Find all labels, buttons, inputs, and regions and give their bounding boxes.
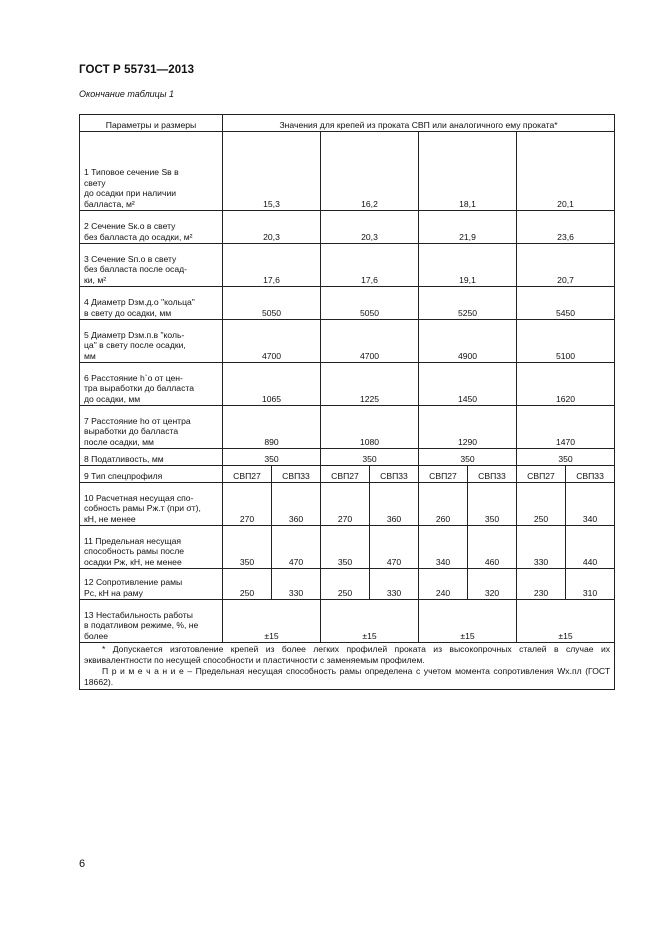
parameter-label [80, 526, 223, 569]
parameter-label-line: 7 Расстояние hо от центра [84, 415, 191, 426]
value-cell: 1065 [223, 363, 321, 406]
table-row [80, 320, 615, 363]
parameter-label [80, 132, 223, 211]
parameter-label-line: до осадки, мм [84, 393, 141, 404]
parameter-label-line: в свету до осадки, мм [84, 307, 172, 318]
profile-type-cell: СВП27 [517, 466, 566, 483]
value-cell: 20,3 [321, 211, 419, 244]
value-cell: ±15 [321, 600, 419, 643]
parameter-label-line: 13 Нестабильность работы [84, 609, 193, 620]
value-cell: 440 [566, 526, 615, 569]
value-cell: ±15 [517, 600, 615, 643]
parameter-label [80, 483, 223, 526]
table-header-row [80, 115, 615, 132]
parameter-label-line: тра выработки до балласта [84, 383, 194, 393]
value-cell: 20,3 [223, 211, 321, 244]
value-cell: 320 [468, 569, 517, 600]
table-row [80, 526, 615, 569]
parameter-label-line: 12 Сопротивление рамы [84, 577, 183, 587]
table-row [80, 211, 615, 244]
value-cell: 330 [272, 569, 321, 600]
parameter-label [80, 320, 223, 363]
profile-type-cell: СВП33 [468, 466, 517, 483]
parameter-label-line: Pс, кН на раму [84, 587, 143, 598]
parameter-label [80, 211, 223, 244]
parameter-label-line: более [84, 630, 109, 641]
parameter-label-line: 5 Диаметр Dзм.п.в "коль- [84, 329, 185, 340]
parameter-label-line: способность рамы после [84, 546, 185, 556]
parameter-label [80, 569, 223, 600]
value-cell: 470 [272, 526, 321, 569]
value-cell: 19,1 [419, 244, 517, 287]
value-cell: 360 [370, 483, 419, 526]
value-cell: 15,3 [223, 132, 321, 211]
value-cell: 350 [223, 526, 272, 569]
value-cell: 16,2 [321, 132, 419, 211]
parameter-label-line: до осадки при наличии [84, 188, 177, 198]
parameter-label-line: ки, м² [84, 274, 107, 285]
value-cell: 470 [370, 526, 419, 569]
value-cell: 360 [272, 483, 321, 526]
value-cell: 340 [566, 483, 615, 526]
profile-type-cell: СВП33 [370, 466, 419, 483]
value-cell: 270 [223, 483, 272, 526]
header-params: Параметры и размеры [80, 115, 223, 132]
value-cell: 460 [468, 526, 517, 569]
parameter-label-line: осадки Pж, кН, не менее [84, 556, 182, 567]
value-cell: 4700 [223, 320, 321, 363]
parameter-label-line: 2 Сечение Sк.о в свету [84, 221, 176, 231]
parameter-label [80, 287, 223, 320]
value-cell: 350 [321, 449, 419, 466]
parameter-label-line: свету [84, 177, 106, 188]
value-cell: 1080 [321, 406, 419, 449]
parameter-label-line: в податливом режиме, %, не [84, 620, 199, 630]
parameter-label-line: 1 Типовое сечение Sв в [84, 167, 179, 177]
parameter-label-line: 3 Сечение Sп.о в свету [84, 253, 177, 264]
parameter-label-line: 4 Диаметр Dзм.д.о "кольца" [84, 297, 195, 307]
footnote-cell [80, 643, 615, 690]
note-text: П р и м е ч а н и е – Предельная несущая способность рамы определена с учетом момента сопротивления Wх.пл (ГОСТ 18662). [84, 666, 611, 687]
table-row [80, 287, 615, 320]
value-cell: 21,9 [419, 211, 517, 244]
footnote-text: * Допускается изготовление крепей из более легких профилей проката из высокопрочных сталей в случае их эквивалентности по несущей способности и пластичности с заменяемым профилем. [84, 644, 611, 665]
table-row [80, 244, 615, 287]
value-cell: 330 [517, 526, 566, 569]
parameter-label-line: 8 Податливость, мм [84, 453, 164, 464]
value-cell: 5250 [419, 287, 517, 320]
parameter-label-line: собность рамы Pж.т (при σт), [84, 503, 201, 513]
value-cell: 350 [468, 483, 517, 526]
value-cell: 350 [223, 449, 321, 466]
page-number: 6 [79, 858, 86, 870]
table-row [80, 483, 615, 526]
value-cell: 330 [370, 569, 419, 600]
value-cell: 23,6 [517, 211, 615, 244]
parameter-label-line: 10 Расчетная несущая спо- [84, 492, 194, 503]
profile-type-cell: СВП27 [321, 466, 370, 483]
value-cell: 17,6 [321, 244, 419, 287]
parameter-label-line: кН, не менее [84, 513, 136, 524]
profile-type-cell: СВП33 [272, 466, 321, 483]
parameter-label-line: 11 Предельная несущая [84, 535, 182, 546]
value-cell: 4900 [419, 320, 517, 363]
value-cell: 5450 [517, 287, 615, 320]
value-cell: 18,1 [419, 132, 517, 211]
table-row [80, 406, 615, 449]
value-cell: 230 [517, 569, 566, 600]
value-cell: 250 [223, 569, 272, 600]
value-cell: 5050 [223, 287, 321, 320]
parameter-label [80, 600, 223, 643]
profile-type-cell: СВП27 [419, 466, 468, 483]
value-cell: ±15 [223, 600, 321, 643]
parameters-table [79, 114, 615, 690]
value-cell: 1290 [419, 406, 517, 449]
profile-type-cell: СВП27 [223, 466, 272, 483]
value-cell: 1470 [517, 406, 615, 449]
value-cell: 350 [419, 449, 517, 466]
parameter-label-line: выработки до балласта [84, 426, 179, 436]
header-values: Значения для крепей из проката СВП или аналогичного ему проката* [223, 115, 615, 132]
parameter-label-line: без балласта до осадки, м² [84, 231, 193, 242]
value-cell: 340 [419, 526, 468, 569]
parameter-label-line: ца" в свету после осадки, [84, 340, 186, 350]
value-cell: ±15 [419, 600, 517, 643]
table-row [80, 449, 615, 466]
value-cell: 350 [517, 449, 615, 466]
value-cell: 5100 [517, 320, 615, 363]
table-row [80, 600, 615, 643]
value-cell: 5050 [321, 287, 419, 320]
parameter-label-line: мм [84, 350, 96, 361]
value-cell: 4700 [321, 320, 419, 363]
value-cell: 20,1 [517, 132, 615, 211]
parameter-label-line: без балласта после осад- [84, 264, 188, 274]
parameter-label-line: после осадки, мм [84, 436, 154, 447]
value-cell: 1450 [419, 363, 517, 406]
table-row [80, 132, 615, 211]
value-cell: 270 [321, 483, 370, 526]
parameter-label: 9 Тип спецпрофиля [80, 466, 223, 483]
table-row [80, 363, 615, 406]
value-cell: 310 [566, 569, 615, 600]
value-cell: 890 [223, 406, 321, 449]
value-cell: 250 [321, 569, 370, 600]
parameter-label [80, 406, 223, 449]
parameter-label [80, 363, 223, 406]
value-cell: 20,7 [517, 244, 615, 287]
value-cell: 250 [517, 483, 566, 526]
value-cell: 260 [419, 483, 468, 526]
parameter-label [80, 244, 223, 287]
parameter-label-line: балласта, м² [84, 198, 135, 209]
value-cell: 17,6 [223, 244, 321, 287]
value-cell: 350 [321, 526, 370, 569]
profile-type-cell: СВП33 [566, 466, 615, 483]
table-continuation-caption: Окончание таблицы 1 [79, 89, 174, 99]
value-cell: 240 [419, 569, 468, 600]
document-header: ГОСТ Р 55731—2013 [79, 64, 195, 76]
value-cell: 1620 [517, 363, 615, 406]
footnote-row [80, 643, 615, 690]
parameter-label [80, 449, 223, 466]
parameter-label-line: 6 Расстояние h`о от цен- [84, 372, 183, 383]
value-cell: 1225 [321, 363, 419, 406]
table-row [80, 569, 615, 600]
profile-type-row [80, 466, 615, 483]
